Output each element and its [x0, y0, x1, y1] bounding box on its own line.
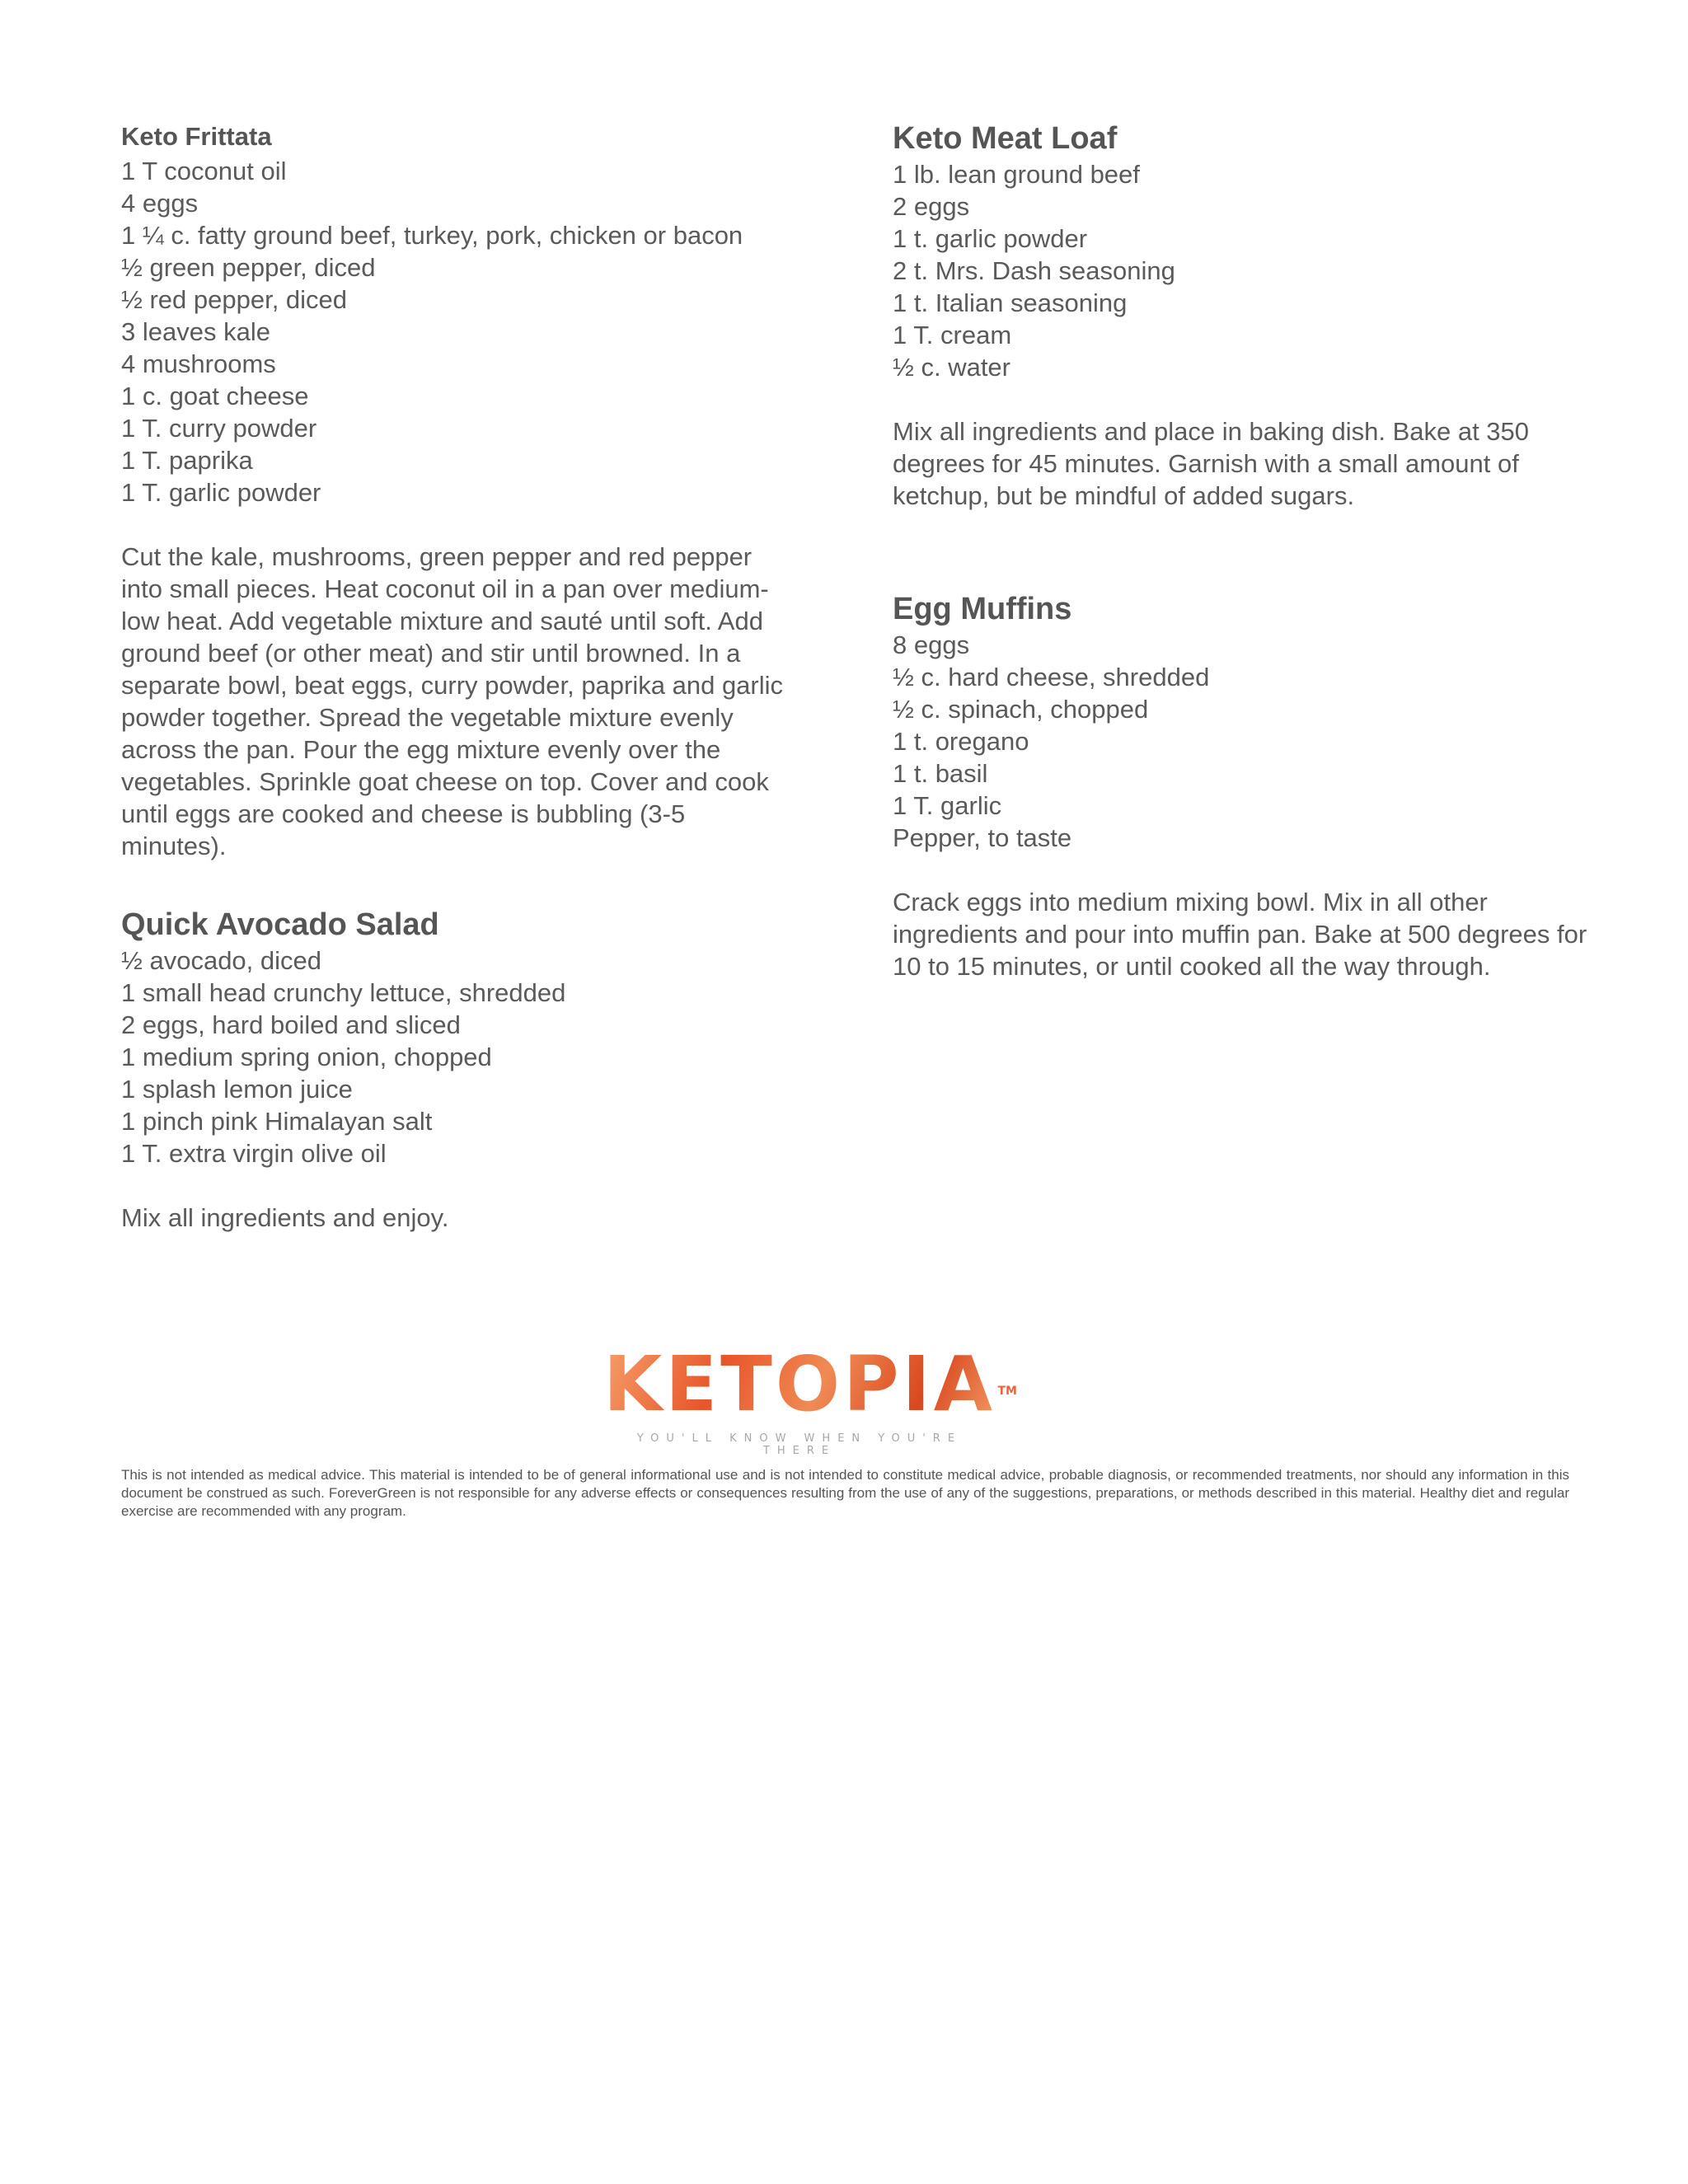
ingredient-item: 1 c. goat cheese [121, 382, 309, 410]
recipe-title: Keto Meat Loaf [893, 121, 1118, 156]
ingredient-item: 1 small head crunchy lettuce, shredded [121, 978, 566, 1007]
recipe-instructions: Cut the kale, mushrooms, green pepper and red pepper into small pieces. Heat coconut oil in a pan over medium-low heat. Add vegetable mixture and sauté until soft. Add ground beef (or other meat) and stir until browned. In a separate bowl, beat eggs, curry powder, paprika and garlic powder together. Spread the vegetable mixture evenly across the pan. Pour the egg mixture evenly over the vegetables. Sprinkle goat cheese on top. Cover and cook until eggs are cooked and cheese is bubbling (3-5 minutes). [121, 542, 784, 860]
recipe-keto-frittata [121, 119, 797, 862]
ingredient-item: 1 T coconut oil [121, 157, 287, 185]
ingredient-list [121, 155, 797, 509]
ingredient-item: 2 eggs, hard boiled and sliced [121, 1010, 461, 1039]
recipe-title: Egg Muffins [893, 592, 1072, 626]
ingredient-item: ½ red pepper, diced [121, 285, 348, 314]
ingredient-item: 4 mushrooms [121, 349, 276, 378]
left-column [121, 119, 797, 1234]
ingredient-item: ½ c. hard cheese, shredded [893, 663, 1210, 691]
logo-trademark: TM [997, 1385, 1017, 1398]
ingredient-item: 4 eggs [121, 189, 199, 218]
ingredient-item: 1 t. basil [893, 759, 988, 788]
ingredient-item: 1 T. paprika [121, 446, 253, 475]
logo-wordmark [603, 1340, 1017, 1428]
ingredient-item: 1 splash lemon juice [121, 1075, 353, 1104]
recipe-keto-meat-loaf [893, 119, 1601, 512]
ingredient-item: 1 T. cream [893, 321, 1012, 349]
ingredient-item: 1 medium spring onion, chopped [121, 1043, 492, 1071]
medical-disclaimer: This is not intended as medical advice. This material is intended to be of general informational use and is not intended to constitute medical advice, probable diagnosis, or recommended treatments, nor should any information in this document be construed as such. ForeverGreen is not responsible for any adverse effects or consequences resulting from the use of any of the suggestions, preparations, or methods described in this material. Healthy diet and regular exercise are recommended with any program. [121, 1467, 1569, 1519]
ingredient-item: ½ c. water [893, 353, 1010, 382]
ingredient-list [893, 629, 1601, 854]
ingredient-list [121, 944, 797, 1169]
logo-name: KETOPIA [603, 1340, 996, 1428]
ingredient-item: Pepper, to taste [893, 823, 1072, 852]
ingredient-list [893, 158, 1601, 383]
ingredient-item: 1 T. garlic [893, 791, 1002, 820]
right-column [893, 119, 1601, 982]
ingredient-item: 3 leaves kale [121, 317, 270, 346]
recipe-title: Keto Frittata [121, 122, 272, 151]
ingredient-item: 8 eggs [893, 630, 970, 659]
ingredient-item: ½ green pepper, diced [121, 253, 376, 282]
recipe-instructions: Crack eggs into medium mixing bowl. Mix in all other ingredients and pour into muffin pan. Bake at 500 degrees for 10 to 15 minutes, or until cooked all the way through. [893, 888, 1587, 981]
ingredient-item: ½ avocado, diced [121, 946, 322, 975]
ingredient-item: 1 T. garlic powder [121, 478, 321, 507]
recipe-instructions: Mix all ingredients and place in baking dish. Bake at 350 degrees for 45 minutes. Garnish with a small amount of ketchup, but be mindful of added sugars. [893, 417, 1530, 510]
ingredient-item: 1 T. curry powder [121, 414, 317, 443]
logo-tagline: YOU'LL KNOW WHEN YOU'RE THERE [636, 1432, 963, 1457]
ingredient-item: 1 t. garlic powder [893, 224, 1088, 253]
recipe-title: Quick Avocado Salad [121, 907, 439, 942]
recipe-egg-muffins [893, 589, 1601, 982]
ingredient-item: ½ c. spinach, chopped [893, 695, 1149, 724]
ingredient-item: 1 lb. lean ground beef [893, 160, 1140, 189]
ketopia-logo [602, 1340, 1017, 1457]
ingredient-item: 1 T. extra virgin olive oil [121, 1139, 387, 1168]
ingredient-item: 2 eggs [893, 192, 970, 221]
recipe-quick-avocado-salad [121, 905, 797, 1234]
ingredient-item: 1 ¼ c. fatty ground beef, turkey, pork, chicken or bacon [121, 221, 743, 250]
ingredient-item: 1 t. oregano [893, 727, 1029, 756]
recipe-instructions: Mix all ingredients and enjoy. [121, 1203, 449, 1232]
ingredient-item: 1 pinch pink Himalayan salt [121, 1107, 433, 1136]
ingredient-item: 1 t. Italian seasoning [893, 288, 1128, 317]
ingredient-item: 2 t. Mrs. Dash seasoning [893, 256, 1175, 285]
